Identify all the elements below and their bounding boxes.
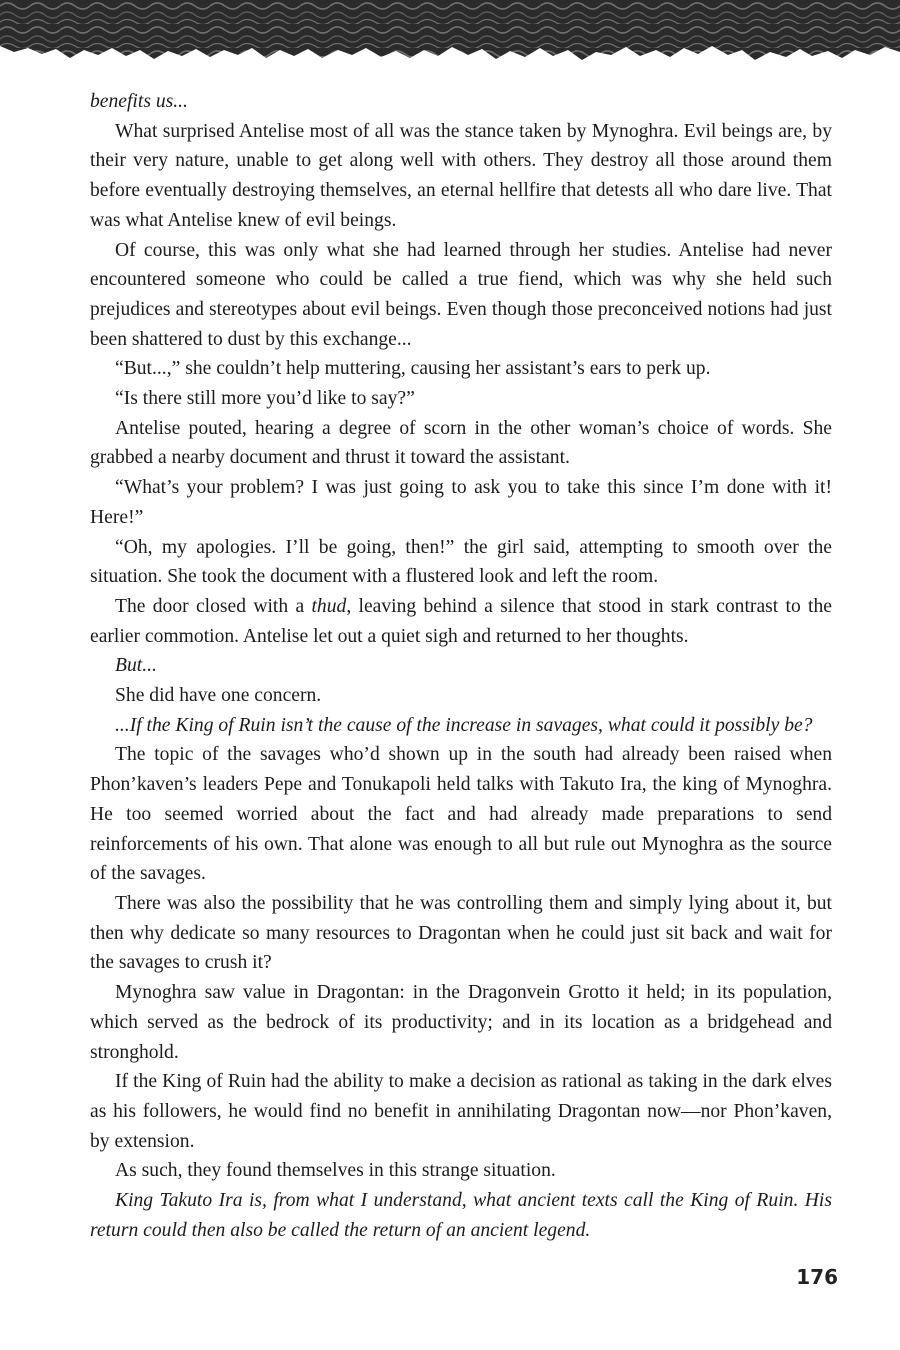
paragraph: ...If the King of Ruin isn’t the cause of the increase in savages, what could it possibly be? [115, 714, 813, 736]
paragraph [90, 592, 832, 651]
paragraph: Antelise pouted, hearing a degree of scorn in the other woman’s choice of words. She grabbed a nearby document and thrust it toward the assistant. [90, 417, 832, 469]
paragraph: Mynoghra saw value in Dragontan: in the Dragonvein Grotto it held; in its population, which served as the bedrock of its productivity; and in its location as a bridgehead and stronghold. [90, 982, 832, 1063]
paragraph-text: , leaving behind a silence that stood in stark contrast to the earlier commotion. Antelise let out a quiet sigh and returned to her thoughts. [90, 595, 832, 647]
emphasis-text: thud [311, 595, 347, 617]
paragraph: As such, they found themselves in this strange situation. [115, 1160, 556, 1182]
paragraph: The topic of the savages who’d shown up in the south had already been raised when Phon’kaven’s leaders Pepe and Tonukapoli held talks with Takuto Ira, the king of Mynoghra. He too seemed worried about the fact and had already made preparations to send reinforcements of his own. That alone was enough to all but rule out Mynoghra as the source of the savages. [90, 744, 832, 885]
paragraph: “Is there still more you’d like to say?” [115, 388, 415, 410]
page-number: 176 [796, 1265, 838, 1289]
paragraph: If the King of Ruin had the ability to make a decision as rational as taking in the dark elves as his followers, he would find no benefit in annihilating Dragontan now—nor Phon’kaven, by extension. [90, 1071, 832, 1152]
paragraph: “What’s your problem? I was just going to ask you to take this since I’m done with it! Here!” [90, 477, 832, 528]
paragraph: There was also the possibility that he was controlling them and simply lying about it, but then why dedicate so many resources to Dragontan when he could just sit back and wait for the savages to crush it? [90, 892, 832, 974]
paragraph: What surprised Antelise most of all was the stance taken by Mynoghra. Evil beings are, by their very nature, unable to get along well with others. They destroy all those around them before eventually destroying themselves, an eternal hellfire that detests all who dare live. That was what Antelise knew of evil beings. [90, 120, 832, 231]
paragraph: King Takuto Ira is, from what I understand, what ancient texts call the King of Ruin. His return could then also be called the return of an ancient legend. [90, 1190, 832, 1241]
paragraph: She did have one concern. [115, 685, 322, 707]
paragraph-text: The door closed with a [115, 595, 312, 617]
paragraph: “But...,” she couldn’t help muttering, causing her assistant’s ears to perk up. [115, 358, 711, 380]
page-body-text [90, 87, 832, 1245]
torn-paper-banner [0, 0, 900, 75]
paragraph: Of course, this was only what she had learned through her studies. Antelise had never encountered someone who could be called a true fiend, which was why she held such prejudices and stereotypes about evil beings. Even though those preconceived notions had just been shattered to dust by this exchange... [90, 239, 832, 350]
paragraph: benefits us... [90, 91, 188, 112]
paragraph: “Oh, my apologies. I’ll be going, then!” the girl said, attempting to smooth over the situation. She took the document with a flustered look and left the room. [90, 536, 832, 588]
paragraph: But... [115, 655, 157, 677]
